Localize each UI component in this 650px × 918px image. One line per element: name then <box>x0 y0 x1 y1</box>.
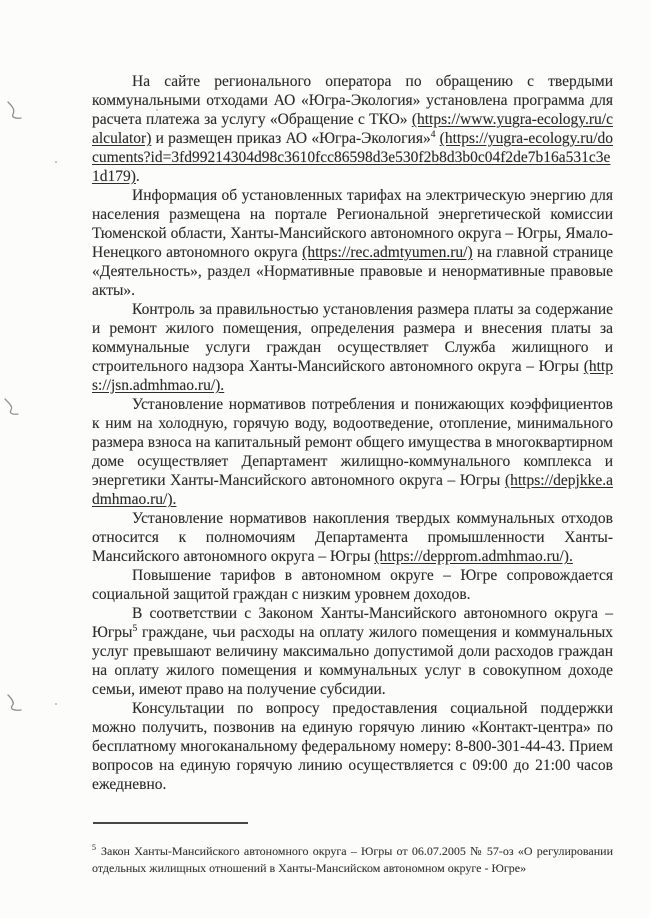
scan-speck <box>55 703 57 705</box>
footnote-reference: 4 <box>430 129 436 140</box>
scan-speck <box>55 161 57 163</box>
paragraph <box>92 604 613 699</box>
paragraph <box>92 395 613 509</box>
paragraph <box>92 300 613 395</box>
document-link: (https://rec.admtyumen.ru/) <box>302 244 473 261</box>
pencil-squiggle-icon <box>3 396 25 420</box>
text-run: Контроль за правильностью установления размера платы за содержание и ремонт жилого помещения, определения размера и внесения платы за коммунальные услуги граждан осуществляет Служба жилищного и строительного надзора Ханты-Мансийского автономного округа – Югры <box>92 301 613 375</box>
document-link: (https://depjkke.admhmao.ru/). <box>92 472 613 508</box>
text-run: и размещен приказ АО «Югра-Экология» <box>151 130 431 147</box>
document-link: (https://www.yugra-ecology.ru/calculator) <box>92 111 613 147</box>
document-link: (https://yugra-ecology.ru/documents?id=3fd99214304d98c3610fcc86598d3e530f2b8d3b0c04f2de7b16a531c3e1d179) <box>92 130 614 185</box>
text-run: граждане, чьи расходы на оплату жилого помещения и коммунальных услуг превышают величину максимально допустимой доли расходов граждан на оплату жилого помещения и коммунальных услуг в совокупном доходе семьи, имеют право на получение субсидии. <box>92 624 613 698</box>
footnote-reference: 5 <box>132 623 138 634</box>
text-run: В соответствии с Законом Ханты-Мансийского автономного округа – Югры <box>92 605 613 641</box>
paragraph <box>92 509 613 566</box>
footnote-text: Закон Ханты-Мансийского автономного округа – Югры от 06.07.2005 № 57-оз «О регулировании отдельных жилищных отношений в Ханты-Мансийском автономном округе - Югре» <box>92 844 613 875</box>
paragraph <box>92 72 613 186</box>
footnote <box>92 843 613 876</box>
text-run: На сайте регионального оператора по обращению с твердыми коммунальными отходами АО «Югра-Экология» установлена программа для расчета платежа за услугу «Обращение с ТКО» <box>92 73 613 128</box>
document-body <box>92 72 613 794</box>
paragraph <box>92 566 613 604</box>
text-run: на главной странице «Деятельность», раздел «Нормативные правовые и ненормативные правовые акты». <box>92 244 613 299</box>
paragraph <box>92 699 613 794</box>
text-run: Установление нормативов потребления и понижающих коэффициентов к ним на холодную, горячую воду, водоотведение, отопление, минимального размера взноса на капитальный ремонт общего имущества в многоквартирном доме осуществляет Департамент жилищно-коммунального комплекса и энергетики Ханты-Мансийского автономного округа – Югры <box>92 396 613 489</box>
text-run: Информация об установленных тарифах на электрическую энергию для населения размещена на портале Региональной энергетической комиссии Тюменской области, Ханты-Мансийского автономного округа – Югры, Ямало-Ненецкого автономного округа <box>92 187 613 261</box>
text-run: Установление нормативов накопления твердых коммунальных отходов относится к полномочиям Департамента промышленности Ханты-Мансийского автономного округа – Югры <box>92 510 613 565</box>
pencil-squiggle-icon <box>5 693 27 717</box>
text-run: Повышение тарифов в автономном округе – Югре сопровождается социальной защитой граждан с низким уровнем доходов. <box>92 567 613 603</box>
text-run: . <box>135 168 140 185</box>
pencil-squiggle-icon <box>5 100 27 124</box>
footnote-separator <box>93 822 248 824</box>
document-link: (https://jsn.admhmao.ru/). <box>92 358 613 394</box>
paragraph <box>92 186 613 300</box>
document-link: (https://depprom.admhmao.ru/). <box>374 548 573 565</box>
footnote-marker: 5 <box>92 843 96 852</box>
text-run: Консультации по вопросу предоставления социальной поддержки можно получить, позвонив на единую горячую линию «Контакт-центра» по бесплатному многоканальному федеральному номеру: 8-800-301-44-43. Прием вопросов на единую горячую линию осуществляется с 09:00 до 21:00 часов ежедневно. <box>92 700 613 793</box>
